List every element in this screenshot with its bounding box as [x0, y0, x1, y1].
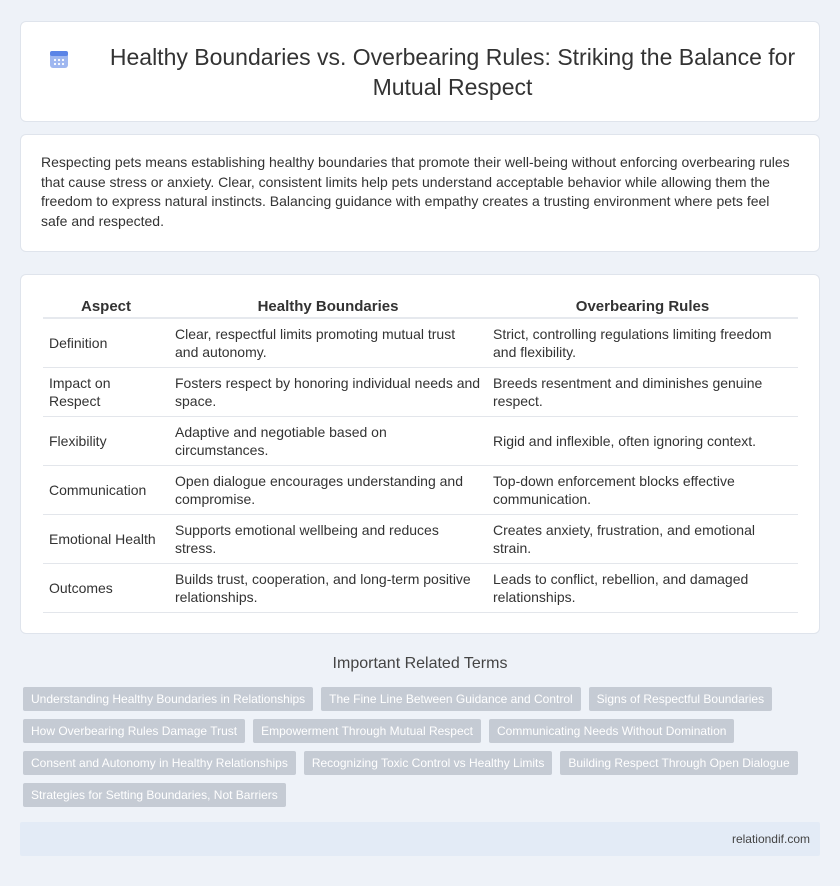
comparison-table	[43, 295, 798, 613]
table-cell: Clear, respectful limits promoting mutual trust and autonomy.	[169, 319, 487, 368]
related-term-tag[interactable]: Consent and Autonomy in Healthy Relationships	[23, 751, 296, 775]
table-cell: Open dialogue encourages understanding and compromise.	[169, 466, 487, 515]
related-terms-list	[23, 687, 803, 815]
table-cell: Breeds resentment and diminishes genuine respect.	[487, 368, 798, 417]
table-header-row	[43, 295, 798, 319]
comparison-card	[20, 274, 820, 634]
related-terms-heading: Important Related Terms	[332, 655, 508, 672]
page-title: Healthy Boundaries vs. Overbearing Rules: Striking the Balance for Mutual Respect	[109, 44, 796, 100]
table-row	[43, 515, 798, 564]
related-term-tag[interactable]: Recognizing Toxic Control vs Healthy Limits	[304, 751, 553, 775]
table-cell: Flexibility	[43, 417, 169, 466]
column-header-aspect: Aspect	[43, 295, 169, 319]
table-cell: Strict, controlling regulations limiting freedom and flexibility.	[487, 319, 798, 368]
table-cell: Definition	[43, 319, 169, 368]
intro-card	[20, 134, 820, 252]
table-row	[43, 417, 798, 466]
column-header-overbearing: Overbearing Rules	[487, 295, 798, 319]
header-card	[20, 21, 820, 122]
footer-site-link[interactable]: relationdif.com	[731, 832, 810, 846]
table-cell: Fosters respect by honoring individual needs and space.	[169, 368, 487, 417]
table-cell: Top-down enforcement blocks effective communication.	[487, 466, 798, 515]
table-row	[43, 564, 798, 613]
related-term-tag[interactable]: Signs of Respectful Boundaries	[589, 687, 772, 711]
table-row	[43, 319, 798, 368]
column-header-healthy: Healthy Boundaries	[169, 295, 487, 319]
related-term-tag[interactable]: Understanding Healthy Boundaries in Relationships	[23, 687, 313, 711]
table-cell: Rigid and inflexible, often ignoring context.	[487, 417, 798, 466]
table-cell: Impact on Respect	[43, 368, 169, 417]
related-term-tag[interactable]: The Fine Line Between Guidance and Control	[321, 687, 581, 711]
related-term-tag[interactable]: Building Respect Through Open Dialogue	[560, 751, 797, 775]
footer	[20, 822, 820, 856]
table-row	[43, 368, 798, 417]
table-row	[43, 466, 798, 515]
table-cell: Creates anxiety, frustration, and emotional strain.	[487, 515, 798, 564]
table-cell: Leads to conflict, rebellion, and damaged relationships.	[487, 564, 798, 613]
related-term-tag[interactable]: How Overbearing Rules Damage Trust	[23, 719, 245, 743]
related-term-tag[interactable]: Empowerment Through Mutual Respect	[253, 719, 481, 743]
table-cell: Adaptive and negotiable based on circumstances.	[169, 417, 487, 466]
related-term-tag[interactable]: Communicating Needs Without Domination	[489, 719, 734, 743]
table-cell: Builds trust, cooperation, and long-term positive relationships.	[169, 564, 487, 613]
table-cell: Supports emotional wellbeing and reduces stress.	[169, 515, 487, 564]
table-cell: Communication	[43, 466, 169, 515]
table-cell: Emotional Health	[43, 515, 169, 564]
table-cell: Outcomes	[43, 564, 169, 613]
intro-paragraph: Respecting pets means establishing healthy boundaries that promote their well-being without enforcing overbearing rules that cause stress or anxiety. Clear, consistent limits help pets understand acceptable behavior while allowing them the freedom to express natural instincts. Balancing guidance with empathy creates a trusting environment where pets feel safe and respected.	[41, 154, 790, 229]
related-term-tag[interactable]: Strategies for Setting Boundaries, Not Barriers	[23, 783, 286, 807]
